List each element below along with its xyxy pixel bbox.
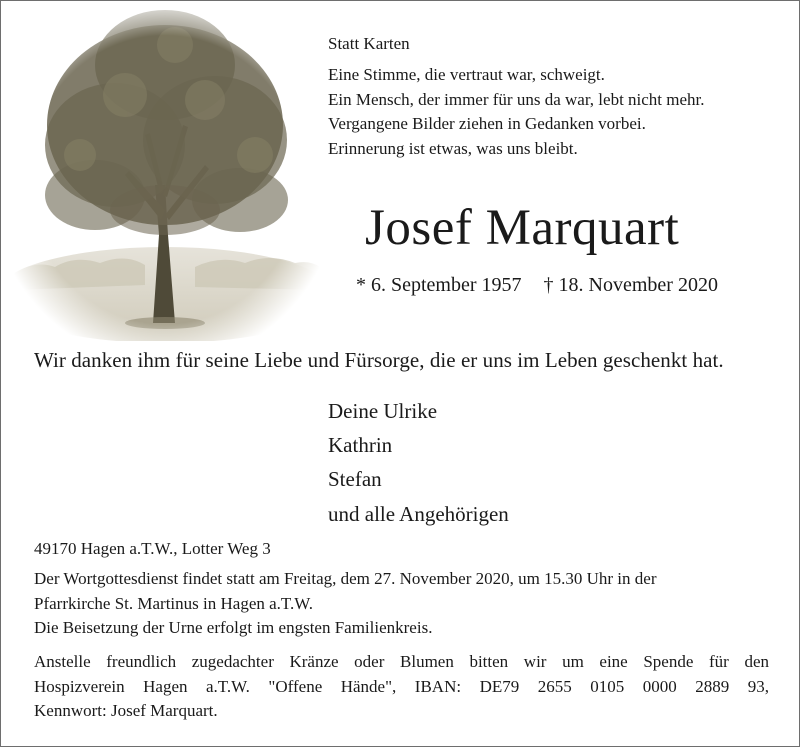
- poem-heading: Statt Karten: [328, 34, 410, 53]
- donation-line: Anstelle freundlich zugedachter Kränze oder Blumen bitten wir um eine Spende für den: [34, 652, 769, 671]
- family-address: 49170 Hagen a.T.W., Lotter Weg 3: [34, 539, 271, 558]
- poem-line: Erinnerung ist etwas, was uns bleibt.: [328, 138, 578, 158]
- family-member: und alle Angehörigen: [328, 501, 509, 526]
- poem-line: Ein Mensch, der immer für uns da war, lebt nicht mehr.: [328, 89, 705, 109]
- tree-image: [5, 5, 325, 341]
- service-line: Der Wortgottesdienst findet statt am Freitag, dem 27. November 2020, um 15.30 Uhr in der: [34, 569, 657, 588]
- thanks-line: Wir danken ihm für seine Liebe und Fürsorge, die er uns im Leben geschenkt hat.: [34, 348, 724, 372]
- poem-line: Eine Stimme, die vertraut war, schweigt.: [328, 65, 605, 84]
- donation-line: Kennwort: Josef Marquart.: [34, 701, 218, 721]
- family-member: Stefan: [328, 467, 382, 492]
- deceased-name: Josef Marquart: [365, 200, 680, 256]
- life-dates: [356, 274, 718, 297]
- death-date: † 18. November 2020: [543, 274, 718, 296]
- donation-info: [34, 650, 769, 724]
- donation-line: Hospizverein Hagen a.T.W. "Offene Hände", IBAN: DE79 2655 0105 0000 2889 93,: [34, 676, 769, 696]
- family-member: Kathrin: [328, 433, 393, 458]
- family-member: Deine Ulrike: [328, 399, 438, 423]
- service-line: Pfarrkirche St. Martinus in Hagen a.T.W.: [34, 593, 314, 613]
- service-info: [34, 567, 656, 641]
- service-line: Die Beisetzung der Urne erfolgt im engsten Familienkreis.: [34, 618, 433, 638]
- birth-date: * 6. September 1957: [356, 274, 522, 296]
- poem-verse: [328, 63, 705, 161]
- poem-line: Vergangene Bilder ziehen in Gedanken vorbei.: [328, 114, 646, 134]
- family-signatures: [328, 394, 509, 531]
